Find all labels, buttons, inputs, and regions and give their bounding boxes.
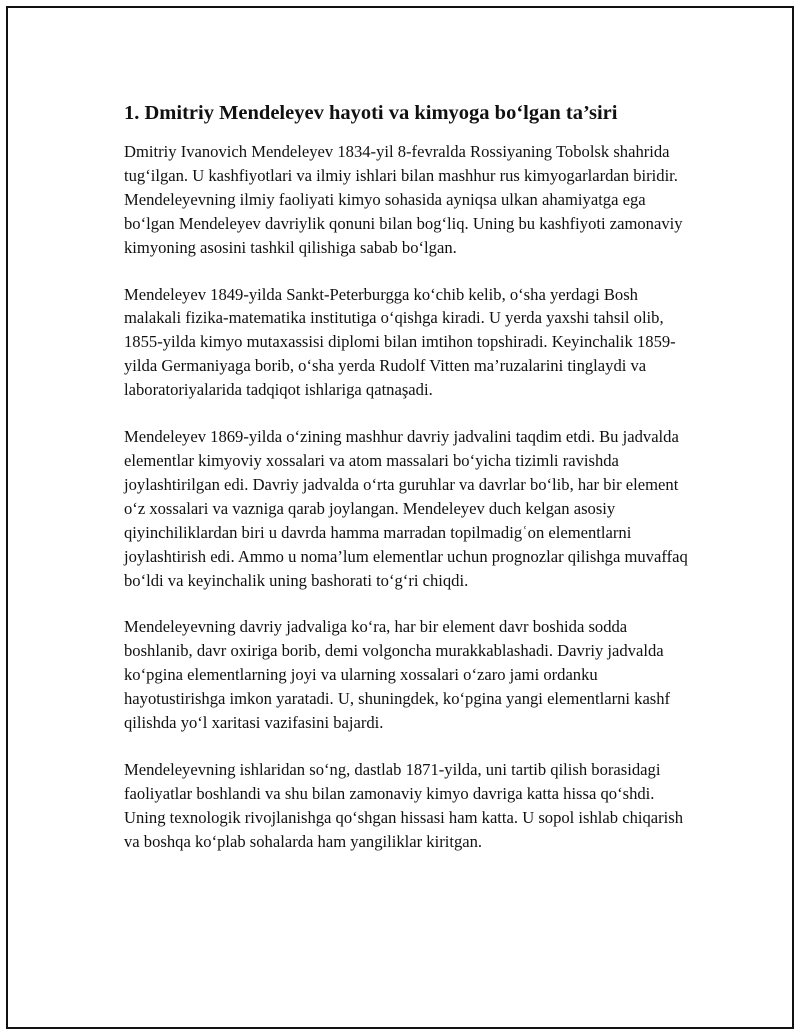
paragraph-birth: Dmitriy Ivanovich Mendeleyev 1834-yil 8-fevralda Rossiyaning Tobolsk shahrida tug‘ilgan. U kashfiyotlari va ilmiy ishlari bilan mashhur rus kimyogarlardan biridir. Mendeleyevning ilmiy faoliyati kimyo sohasida ayniqsa ulkan ahamiyatga ega bo‘lgan Mendeleyev davriylik qonuni bilan bog‘liq. Uning bu kashfiyoti zamonaviy kimyoning asosini tashkil qilishiga sabab bo‘lgan. [124,142,683,257]
document-body [124,100,696,854]
paragraph-periodic-table: Mendeleyev 1869-yilda o‘zining mashhur davriy jadvalini taqdim etdi. Bu jadvalda elementlar kimyoviy xossalari va atom massalari bo‘yicha tizimli ravishda joylashtirilgan edi. Davriy jadvalda o‘rta guruhlar va davrlar bo‘lib, har bir element o‘z xossalari va vazniga qarab joylangan. Mendeleyev duch kelgan asosiy qiyinchiliklardan biri u davrda hamma marradan topilmadigʿon elementlarni joylashtirish edi. Ammo u noma’lum elementlar uchun prognozlar qilishga muvaffaq bo‘ldi va keyinchalik uning bashorati to‘g‘ri chiqdi. [124,427,688,590]
paragraph-table-structure: Mendeleyevning davriy jadvaliga ko‘ra, har bir element davr boshida sodda boshlanib, davr oxiriga borib, demi volgoncha murakkablashadi. Davriy jadvalda ko‘pgina elementlarning joyi va ularning xossalari o‘zaro jami ordanku hayotustirishga imkon yaratadi. U, shuningdek, ko‘pgina yangi elementlarni kashf qilishda yo‘l xaritasi vazifasini bajardi. [124,617,671,733]
page-frame [6,6,794,1029]
paragraph-education: Mendeleyev 1849-yilda Sankt-Peterburgga ko‘chib kelib, o‘sha yerdagi Bosh malakali fizika-matematika institutiga o‘qishga kiradi. U yerda yaxshi tahsil olib, 1855-yilda kimyo mutaxassisi diplomi bilan imtihon topshiradi. Keyinchalik 1859-yilda Germaniyaga borib, o‘sha yerda Rudolf Vitten ma’ruzalarini tinglaydi va laboratoriyalarida tadqiqot ishlariga qatnaşadi. [124,284,676,400]
paragraph-legacy: Mendeleyevning ishlaridan so‘ng, dastlab 1871-yilda, uni tartib qilish borasidagi faoliyatlar boshlandi va shu bilan zamonaviy kimyo davriga katta hissa qo‘shdi. Uning texnologik rivojlanishga qo‘shgan hissasi ham katta. U sopol ishlab chiqarish va boshqa ko‘plab sohalarda ham yangiliklar kiritgan. [124,759,684,851]
section-heading: 1. Dmitriy Mendeleyev hayoti va kimyoga bo‘lgan ta’siri [124,102,618,124]
